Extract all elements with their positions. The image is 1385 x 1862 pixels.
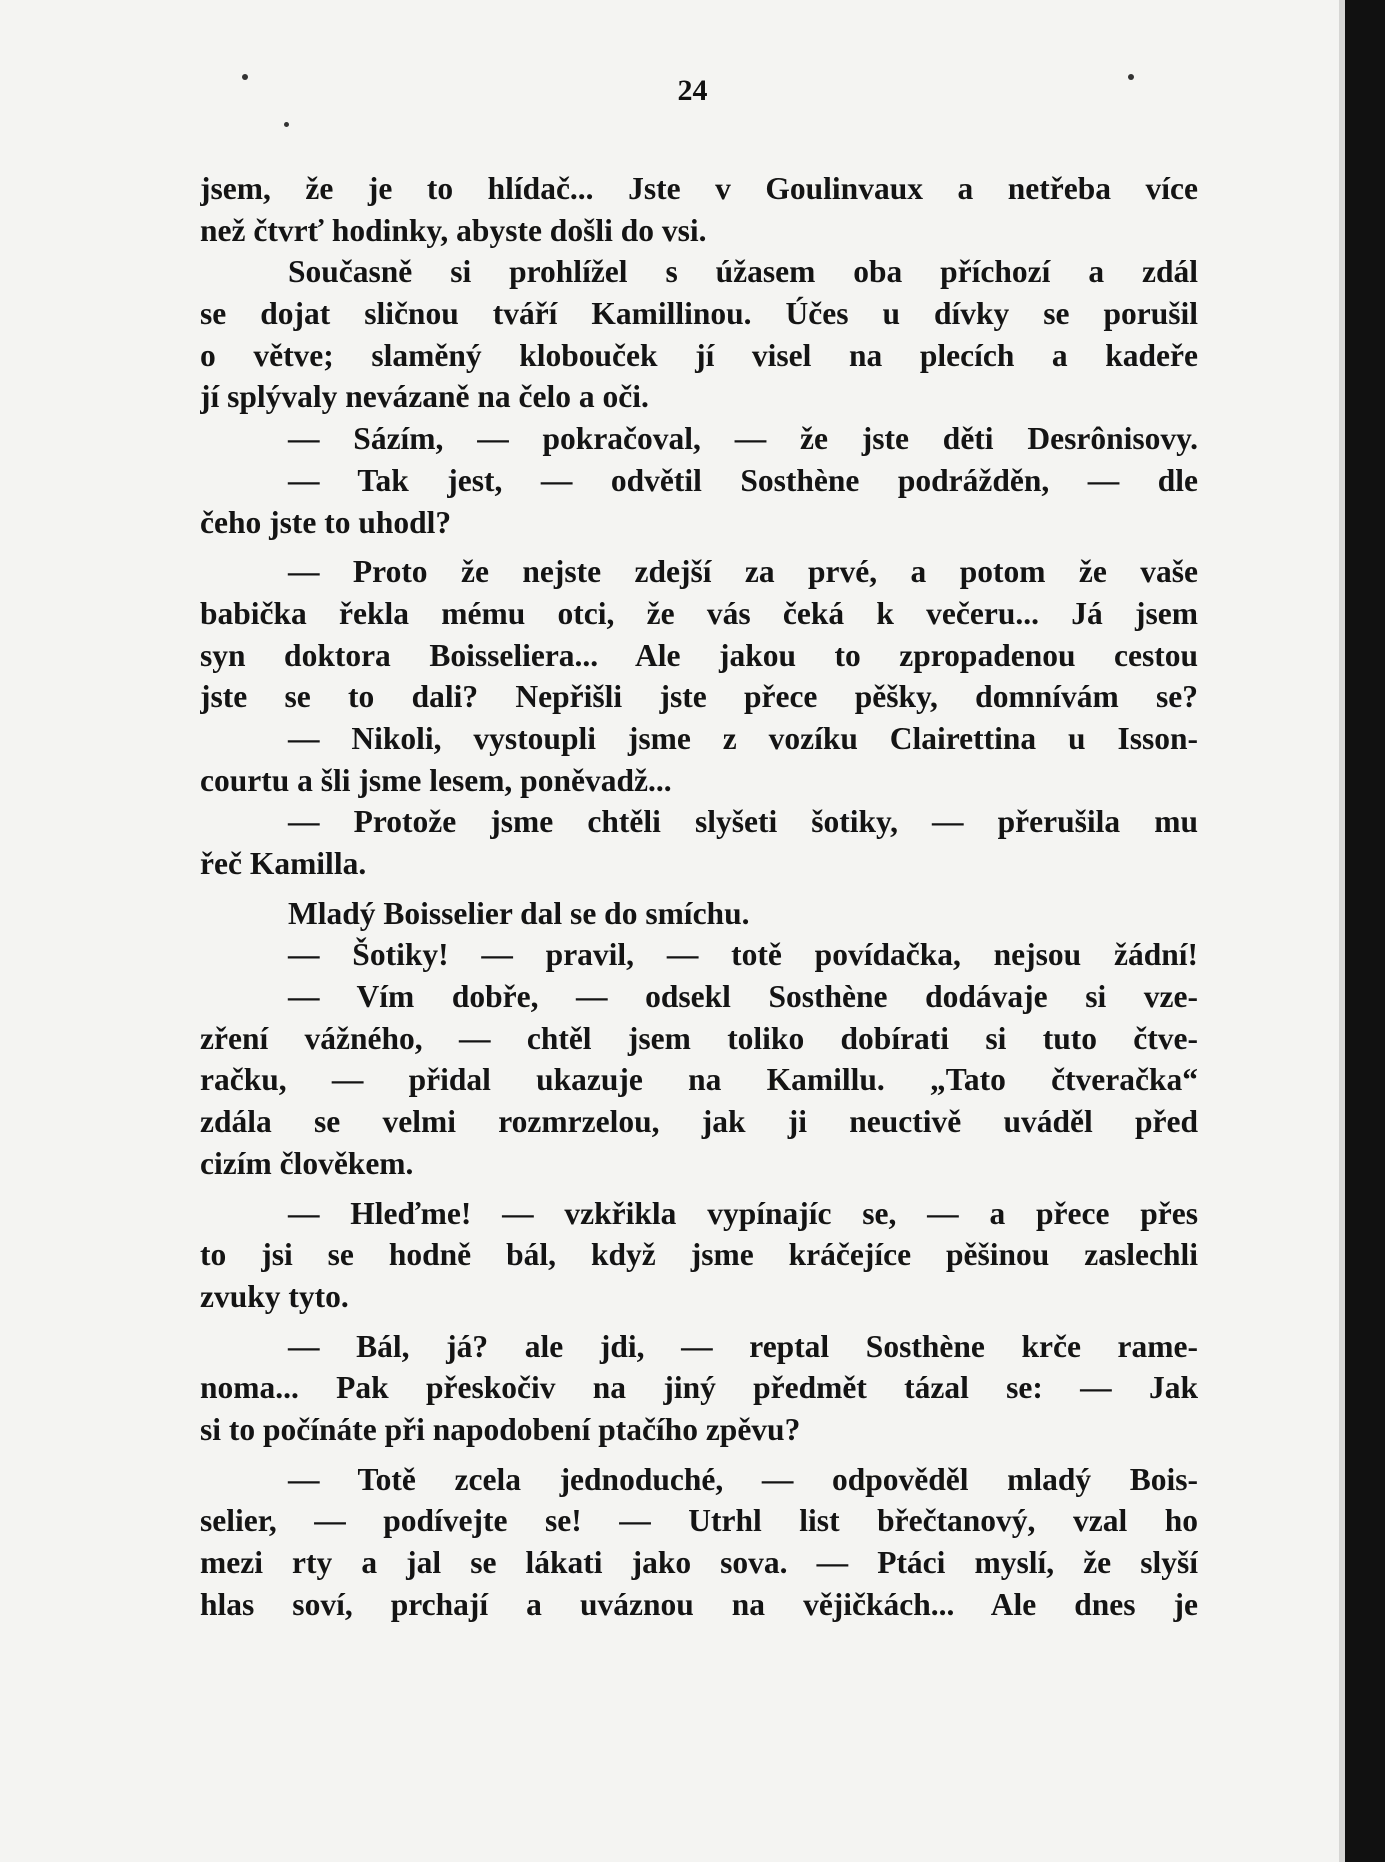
text-line: to jsi se hodně bál, když jsme kráčejíce pěšinou zaslechli xyxy=(200,1237,1198,1273)
speck xyxy=(284,122,289,127)
text-line: jste se to dali? Nepřišli jste přece pěšky, domnívám se? xyxy=(200,679,1198,715)
text-line: syn doktora Boisseliera... Ale jakou to zpropadenou cestou xyxy=(200,637,1198,673)
text-line: courtu a šli jsme lesem, poněvadž... xyxy=(200,762,672,798)
paragraph-gap xyxy=(200,1451,1198,1459)
text-line: — Proto že nejste zdejší za prvé, a potom že vaše xyxy=(288,554,1198,590)
page-number: 24 xyxy=(677,74,708,107)
text-line: zdála se velmi rozmrzelou, jak ji neuctivě uváděl před xyxy=(200,1104,1198,1140)
text-line: — Bál, já? ale jdi, — reptal Sosthène krče rame- xyxy=(288,1328,1198,1364)
text-line: čeho jste to uhodl? xyxy=(200,504,452,540)
text-line: — Šotiky! — pravil, — totě povídačka, nejsou žádní! xyxy=(288,937,1198,973)
paragraph-gap xyxy=(200,543,1198,551)
text-line: jsem, že je to hlídač... Jste v Goulinvaux a netřeba více xyxy=(200,171,1198,206)
text-line: řeč Kamilla. xyxy=(200,846,367,881)
text-line: račku, — přidal ukazuje na Kamillu. „Tato čtveračka“ xyxy=(200,1062,1198,1098)
text-line: Mladý Boisselier dal se do smíchu. xyxy=(288,895,750,931)
paragraph-gap xyxy=(200,1185,1198,1193)
text-line: mezi rty a jal se lákati jako sova. — Ptáci myslí, že slyší xyxy=(200,1545,1198,1580)
text-line: hlas soví, prchají a uváznou na vějičkách... Ale dnes je xyxy=(200,1586,1198,1622)
paragraph-gap xyxy=(200,1318,1198,1326)
text-line: se dojat sličnou tváří Kamillinou. Účes u dívky se porušil xyxy=(200,296,1198,332)
text-line: o větve; slaměný klobouček jí visel na plecích a kadeře xyxy=(200,337,1198,373)
text-line: noma... Pak přeskočiv na jiný předmět tázal se: — Jak xyxy=(200,1370,1198,1406)
text-line: zvuky tyto. xyxy=(200,1278,349,1314)
text-line: Současně si prohlížel s úžasem oba příchozí a zdál xyxy=(288,254,1198,290)
text-line: než čtvrť hodinky, abyste došli do vsi. xyxy=(200,212,707,248)
body-text xyxy=(200,168,1198,1625)
text-line: si to počínáte při napodobení ptačího zpěvu? xyxy=(200,1411,801,1447)
text-line: cizím člověkem. xyxy=(200,1145,414,1181)
text-line: — Protože jsme chtěli slyšeti šotiky, — přerušila mu xyxy=(288,804,1198,840)
text-line: — Sázím, — pokračoval, — že jste děti Desrônisovy. xyxy=(288,421,1198,457)
text-line: — Totě zcela jednoduché, — odpověděl mladý Bois- xyxy=(288,1461,1198,1497)
text-line: babička řekla mému otci, že vás čeká k večeru... Já jsem xyxy=(200,595,1198,631)
scan-border xyxy=(1345,0,1385,1862)
text-line: selier, — podívejte se! — Utrhl list břečtanový, vzal ho xyxy=(200,1503,1198,1539)
paragraph-gap xyxy=(200,885,1198,893)
text-line: zření vážného, — chtěl jsem toliko dobírati si tuto čtve- xyxy=(200,1020,1198,1056)
text-line: — Nikoli, vystoupli jsme z vozíku Clairettina u Isson- xyxy=(288,720,1198,756)
text-line: — Tak jest, — odvětil Sosthène podrážděn, — dle xyxy=(288,462,1198,498)
text-line: jí splývaly nevázaně na čelo a oči. xyxy=(200,379,649,415)
text-line: — Hleďme! — vzkřikla vypínajíc se, — a přece přes xyxy=(288,1195,1198,1231)
text-line: — Vím dobře, — odsekl Sosthène dodávaje si vze- xyxy=(288,979,1198,1015)
